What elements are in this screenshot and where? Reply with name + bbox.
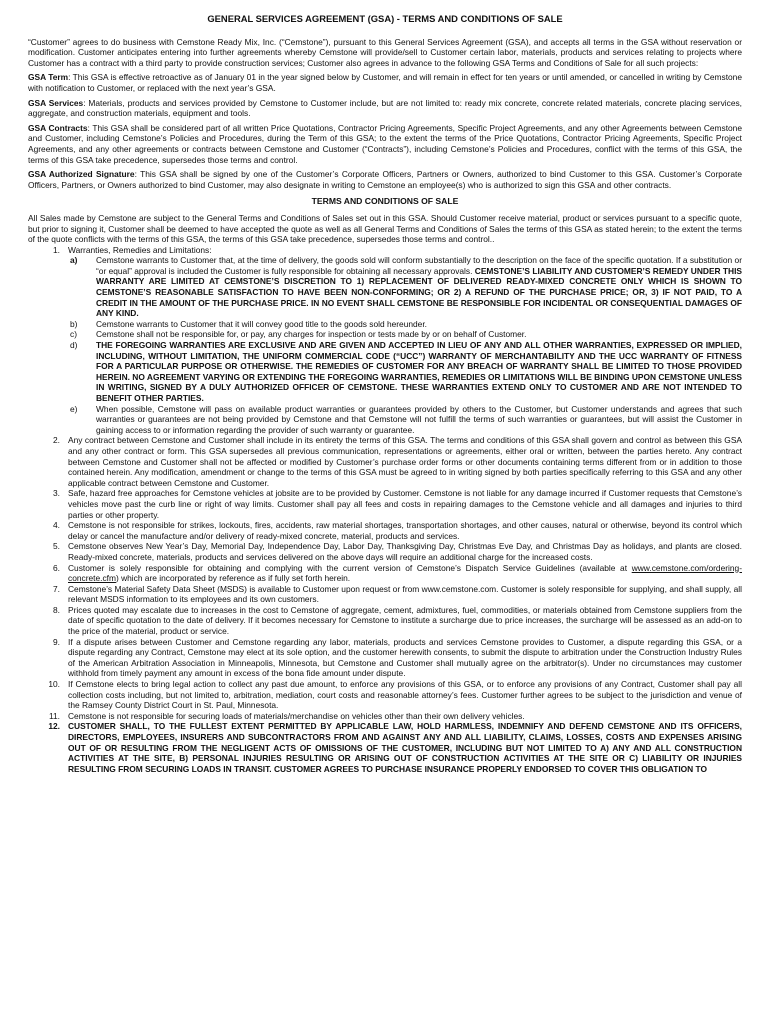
gsa-term-paragraph	[28, 72, 742, 93]
warranty-item-b	[68, 319, 742, 330]
term-item-1	[28, 245, 742, 436]
warranty-item-c	[68, 329, 742, 340]
term-text: CUSTOMER SHALL, TO THE FULLEST EXTENT PERMITTED BY APPLICABLE LAW, HOLD HARMLESS, INDEMNIFY AND DEFEND CEMSTONE AND ITS OFFICERS, DIRECTORS, EMPLOYEES, INSURERS AND SUBCONTRACTORS FROM AND AGAINST ANY AND ALL LIABILITY, CLAIMS, LOSSES, COSTS AND EXPENSES ARISING OUT OF OR RESULTING FROM THE NEGLIGENT ACTS OF OMISSIONS OF THE CUSTOMER, INCLUDING BUT NOT LIMITED TO A) ANY AND ALL CONSTRUCTION ACTIVITIES AT THE SITE, B) PERSONAL INJURIES RESULTING OR ARISING OUT OF CONSTRUCTION ACTIVITIES AT THE SITE OR C) LIABILITY OR INJURIES RESULTING FROM SECURING LOADS IN TRANSIT. CUSTOMER AGREES TO PURCHASE INSURANCE PROPERLY ENDORSED TO COVER THIS OBLIGATION TO	[68, 721, 742, 774]
term-text: Cemstone is not responsible for securing loads of materials/merchandise on vehicles other than their own delivery vehicles.	[68, 710, 525, 721]
sub-text: Cemstone warrants to Customer that, at the time of delivery, the goods sold will conform substantially to the description on the face of the specific quotation. If a substitution or “or equal” approval is included the Customer is fully responsible for obtaining all necessary approvals.	[96, 255, 742, 276]
term-item-12	[28, 721, 742, 774]
term-number: 8.	[53, 604, 60, 615]
document-title: GENERAL SERVICES AGREEMENT (GSA) - TERMS AND CONDITIONS OF SALE	[207, 13, 563, 24]
term-item-8	[28, 605, 742, 637]
gsa-services-label: GSA Services	[28, 97, 84, 108]
term-number: 11.	[48, 710, 60, 721]
term-number: 6.	[53, 562, 60, 573]
sub-text: When possible, Cemstone will pass on available product warranties or guarantees provided by others to the Customer, but Customer understands and agrees that such warranties or guarantees are not being provided by Cemstone and that Cemstone will not fulfill the terms of such warranties or guarantees, but will assist the Customer in gaining access to or information regarding the provider of such warranty or guarantee.	[96, 403, 742, 435]
term-number: 10.	[48, 679, 60, 690]
gsa-contracts-text: : This GSA shall be considered part of all written Price Quotations, Contractor Pricing Agreements, Specific Project Agreements, and any other Agreements between Cemstone and Customer, including Cemstone’s Policies and Procedures, during the Term of this GSA; to the extent the terms of the Price Quotations, Contractor Pricing Agreements, Specific Project Agreements, and any other agreements or contracts between Cemstone and Customer (“Contracts”), including Cemstone’s Policies and Procedures, conflict with the terms of this GSA, the terms of this GSA take precedence, supersedes those terms and control.	[28, 122, 742, 165]
sub-letter: d)	[70, 340, 78, 351]
term-number: 1.	[53, 244, 60, 255]
term-item-6	[28, 563, 742, 584]
term-text: Prices quoted may escalate due to increases in the cost to Cemstone of aggregate, cement, admixtures, fuel, commodities, or materials obtained from Cemstone suppliers from the date of specific quotation to the date of delivery. If it becomes necessary for Cemstone to institute a surcharge due to price increases, the surcharge will be assessed as an add-on to the price of the material, product or service.	[68, 604, 742, 637]
gsa-signature-label: GSA Authorized Signature	[28, 169, 135, 180]
gsa-services-text: : Materials, products and services provided by Cemstone to Customer include, but are not limited to: ready mix concrete, concrete related materials, concrete placing services, aggregate, and construction materials, equipment and tools.	[28, 97, 742, 119]
gsa-signature-paragraph	[28, 169, 742, 190]
term-text-end: ) which are incorporated by reference as if fully set forth herein.	[115, 573, 351, 584]
term-text: Cemstone observes New Year’s Day, Memorial Day, Independence Day, Labor Day, Thanksgiving Day, Christmas Eve Day, and Christmas Day as holidays, and plants are closed. Ready-mixed concrete, materials, products and services delivered on the above days will require an additional charge for the increased costs.	[68, 541, 742, 562]
sub-letter: b)	[70, 318, 78, 329]
term-item-3	[28, 488, 742, 520]
term-item-4	[28, 520, 742, 541]
term-text: Customer is solely responsible for obtaining and complying with the current version of Cemstone’s Dispatch Service Guidelines (available at	[68, 562, 632, 573]
term-text: Cemstone’s Material Safety Data Sheet (MSDS) is available to Customer upon request or from www.cemstone.com. Customer is solely responsible for supplying, and shall supply, all relevant MSDS information to its employees and its own customers.	[68, 583, 742, 605]
term-text: Warranties, Remedies and Limitations:	[68, 244, 212, 255]
term-number: 7.	[53, 583, 60, 594]
sub-letter: a)	[70, 255, 78, 266]
sub-caps-text: CEMSTONE’S LIABILITY AND CUSTOMER’S REMEDY UNDER THIS WARRANTY ARE LIMITED AT CEMSTONE’S DISCRETION TO 1) REPLACEMENT OF DELIVERED READY-MIXED CONCRETE ONLY WHICH IS SHOWN TO CEMSTONE’S REASONABLE SATISFACTION TO HAVE BEEN NON-CONFORMING; OR 2) A REFUND OF THE PURCHASE PRICE; OR, 3) IF NOT PAID, TO A CREDIT IN THE AMOUNT OF THE PURCHASE PRICE. IN NO EVENT SHALL CEMSTONE BE RESPONSIBLE FOR INCIDENTAL OR CONSEQUENTIAL DAMAGES OF ANY KIND.	[96, 265, 742, 319]
sub-letter: c)	[70, 329, 77, 340]
term-number: 2.	[53, 435, 60, 446]
dispatch-guidelines-link[interactable]: www.cemstone.com/ordering-concrete.cfm	[68, 562, 742, 584]
term-number: 9.	[53, 636, 60, 647]
gsa-contracts-paragraph	[28, 123, 742, 165]
gsa-term-text: : This GSA is effective retroactive as of January 01 in the year signed below by Customer, and will remain in effect for ten years or until amended, or cancelled in writing by Cemstone with notification to Customer, or replaced with the next year’s GSA.	[28, 72, 742, 93]
warranty-item-d	[68, 340, 742, 404]
term-text: If a dispute arises between Customer and Cemstone regarding any labor, materials, products and services Cemstone provides to Customer, a dispute regarding this GSA, or a dispute regarding any Contract, Cemstone may elect at its sole option, and the customer herewith consents, to submit the dispute to arbitration under the Construction Industry Rules of the American Arbitration Association in Minneapolis, Minnesota, but Cemstone and Customer shall mutually agree on the arbitrator(s). Under no circumstances may customer withhold from timely payment any amount in excess of the bona fide amount under dispute.	[68, 636, 742, 679]
terms-intro: All Sales made by Cemstone are subject to the General Terms and Conditions of Sales set out in this GSA. Should Customer receive material, product or services pursuant to a specific quote, but prior to signing it, Customer shall be deemed to have accepted the quote as well as all General Terms and Conditions of Sales the terms of this GSA as stated herein; to the extent the terms of the quote conflicts with the terms of this GSA, the terms of this GSA take precedence, supersedes those terms and control..	[28, 212, 742, 245]
sub-text: Cemstone warrants to Customer that it will convey good title to the goods sold hereunder.	[96, 318, 427, 329]
term-item-5	[28, 541, 742, 562]
terms-title: TERMS AND CONDITIONS OF SALE	[311, 196, 459, 207]
term-item-2	[28, 435, 742, 488]
term-item-7	[28, 584, 742, 605]
intro-paragraph: “Customer” agrees to do business with Cemstone Ready Mix, Inc. (“Cemstone”), pursuant to this General Services Agreement (GSA), and accepts all terms in the GSA without reservation or modification. Customer anticipates entering into further agreements whereby Cemstone will provide/sell to Customer certain labor, materials, products and services relating to projects where Customer has a contract with a third party to provide construction services; Customer also agrees in advance to the following GSA Terms and Conditions of Sale for all such projects:	[28, 36, 742, 68]
gsa-contracts-label: GSA Contracts	[28, 122, 88, 133]
term-number: 4.	[53, 520, 60, 531]
sub-caps-text: THE FOREGOING WARRANTIES ARE EXCLUSIVE AND ARE GIVEN AND ACCEPTED IN LIEU OF ANY AND ALL OTHER WARRANTIES, EXPRESSED OR IMPLIED, INCLUDING, WITHOUT LIMITATION, THE UNIFORM COMMERCIAL CODE (“UCC”) WARRANTY OF MERCHANTABILITY AND THE UCC WARRANTY OF FITNESS FOR A PARTICULAR PURPOSE OR OTHERWISE. THE REMEDIES OF CUSTOMER FOR ANY BREACH OF WARRANTY SHALL BE LIMITED TO THOSE PROVIDED HEREIN. NO AGREEMENT VARYING OR EXTENDING THE FOREGOING WARRANTIES, REMEDIES OR LIMITATIONS WILL BE BINDING UPON CEMSTONE UNLESS IN WRITING, SIGNED BY A DULY AUTHORIZED OFFICER OF CEMSTONE. THESE WARRANTIES EXTEND ONLY TO CUSTOMER AND ARE NOT INTENDED TO BENEFIT OTHER PARTIES.	[96, 340, 742, 403]
term-text: Any contract between Cemstone and Customer shall include in its entirety the terms of this GSA. The terms and conditions of this GSA shall govern and control as between this GSA and any other contract or form. This GSA supersedes all previous communication, representations or agreements, either oral or written, between the parties hereto. Any contract between Cemstone and Customer shall not be affected or modified by Customer’s purchase order forms or other documents containing terms different from or in addition to those contained herein. Any modification, amendment or change to the terms of this GSA must be agreed to in writing signed by both parties specifically referring to this GSA and any other applicable contract between Cemstone and Customer.	[68, 435, 742, 488]
term-item-10	[28, 679, 742, 711]
sub-text: Cemstone shall not be responsible for, or pay, any charges for inspection or tests made by or on behalf of Customer.	[96, 329, 527, 340]
warranty-sublist	[68, 255, 742, 435]
term-item-11	[28, 711, 742, 722]
gsa-signature-text: : This GSA shall be signed by one of the Customer’s Corporate Officers, Partners or Owners, authorized to bind Customer to this GSA. Customer’s Corporate Officers, Partners, or Owners authorized to bind Customer, may also designate in writing to Cemstone an employee(s) who is authorized to sign this GSA and other contracts.	[28, 169, 742, 190]
term-number: 3.	[53, 488, 60, 499]
term-text: Cemstone is not responsible for strikes, lockouts, fires, accidents, raw material shortages, transportation shortages, and other causes, natural or otherwise, beyond its control which delay or cancel the manufacture and/or delivery of ready-mixed concrete, material, products and services.	[68, 520, 742, 541]
term-item-9	[28, 637, 742, 679]
terms-list	[28, 245, 742, 775]
gsa-term-label: GSA Term	[28, 72, 69, 83]
term-text: Safe, hazard free approaches for Cemstone vehicles at jobsite are to be provided by Customer. Cemstone is not liable for any damage incurred if Customer requests that Cemstone’s vehicles move past the curb line or right of way limits. Customer shall pay all fees and costs in repairing damages to the Cemstone vehicle and all damages and injuries to third parties or other property.	[68, 488, 742, 520]
sub-letter: e)	[70, 403, 78, 414]
gsa-services-paragraph	[28, 98, 742, 119]
warranty-item-a	[68, 255, 742, 319]
warranty-item-e	[68, 404, 742, 436]
term-number: 5.	[53, 541, 60, 552]
term-text: If Cemstone elects to bring legal action to collect any past due amount, to enforce any provisions of this GSA, or to enforce any provisions of any Contract, Customer shall pay all collection costs including, but not limited to, arbitration, mediation, court costs and reasonable attorney’s fees. Customer further agrees to be subject to the jurisdiction and venue of the Ramsey County District Court in St. Paul, Minnesota.	[68, 679, 742, 711]
term-number: 12.	[48, 721, 60, 732]
